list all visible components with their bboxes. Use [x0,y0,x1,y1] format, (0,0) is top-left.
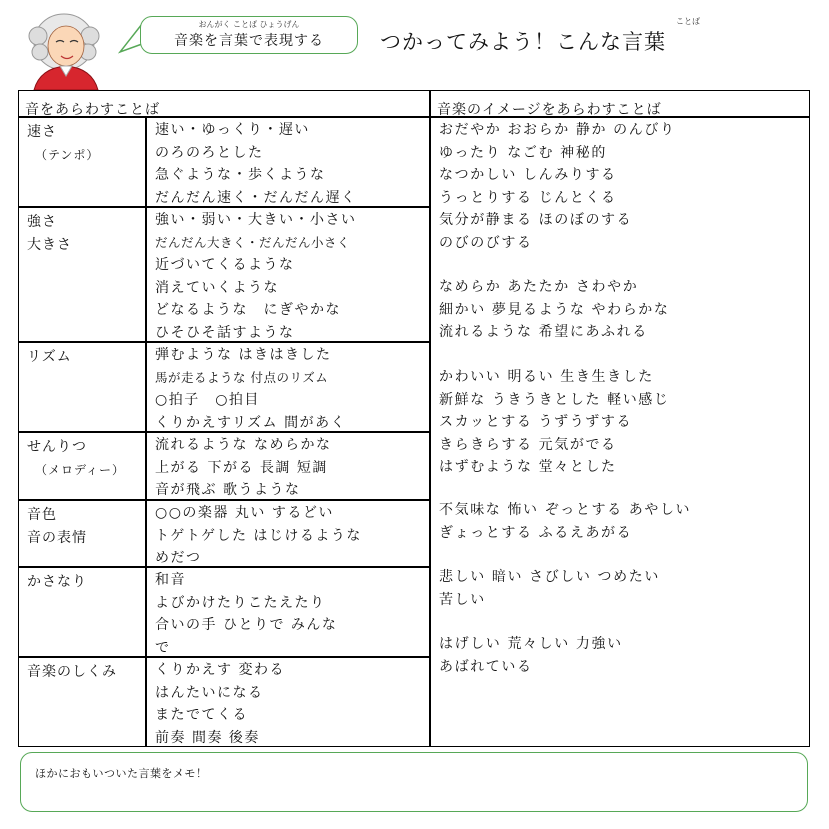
vocabulary-table [18,90,810,747]
melody-words: 流れるような なめらかな 上がる 下がる 長調 短調 音が飛ぶ 歌うような [155,437,332,498]
timbre-words: ○○の楽器 丸い するどい トゲトゲした はじけるような めだつ [155,505,362,566]
image-group-calm: おだやか おおらか 静か のんびり ゆったり なごむ 神秘的 なつかしい しんみりする うっとりする じんとくる 気分が静まる ほのぼのする のびのびする [439,122,676,251]
structure-words: くりかえす 変わる はんたいになる またでてくる 前奏 間奏 後奏 [155,662,285,746]
bubble-text: 音楽を言葉で表現する [174,33,324,49]
memo-box[interactable] [20,752,808,812]
memo-label: ほかにおもいついた言葉をメモ！ [35,767,208,780]
page-title: つかってみよう！こんな言葉 [380,30,666,54]
image-group-bright: かわいい 明るい 生き生きした 新鮮な うきうきとした 軽い感じ スカッとする うずうずする きらきらする 元気がでる はずむような 堂々とした [439,369,670,475]
category-rhythm: リズム [27,349,72,365]
rhythm-words: 弾むような はきはきした 馬が走るような 付点のリズム ○拍子 ○拍目 くりかえすリズム 間があく [155,347,347,431]
bubble-ruby: おんがく ことば ひょうげん [198,20,300,29]
image-group-fierce: はげしい 荒々しい 力強い あばれている [439,636,623,675]
category-structure: 音楽のしくみ [27,664,117,680]
category-texture: かさなり [27,574,87,590]
texture-words: 和音 よびかけたりこたえたり 合いの手 ひとりで みんな で [155,572,338,656]
composer-avatar [16,6,126,90]
speed-words: 速い・ゆっくり・遅い のろのろとした 急ぐような・歩くような だんだん速く・だんだん遅く [155,122,357,206]
image-group-sad: 悲しい 暗い さびしい つめたい 苦しい [439,569,660,608]
volume-words: 強い・弱い・大きい・小さい だんだん大きく・だんだん小さく 近づいてくるような 消えていくような どなるような にぎやかな ひそひそ話すような [155,212,357,341]
image-group-eerie: 不気味な 怖い ぞっとする あやしい ぎょっとする ふるえあがる [439,502,692,541]
category-melody: せんりつ （メロディー） [27,439,126,477]
category-timbre: 音色 音の表情 [27,507,87,546]
image-group-gentle: なめらか あたたか さわやか 細かい 夢見るような やわらかな 流れるような 希望にあふれる [439,279,670,340]
title-ruby: ことば [676,17,700,26]
category-volume: 強さ 大きさ [27,214,72,253]
speech-bubble [140,16,358,54]
category-speed: 速さ （テンポ） [27,124,100,162]
right-column-header: 音楽のイメージをあらわすことば [437,102,662,118]
left-column-header: 音をあらわすことば [25,102,160,118]
